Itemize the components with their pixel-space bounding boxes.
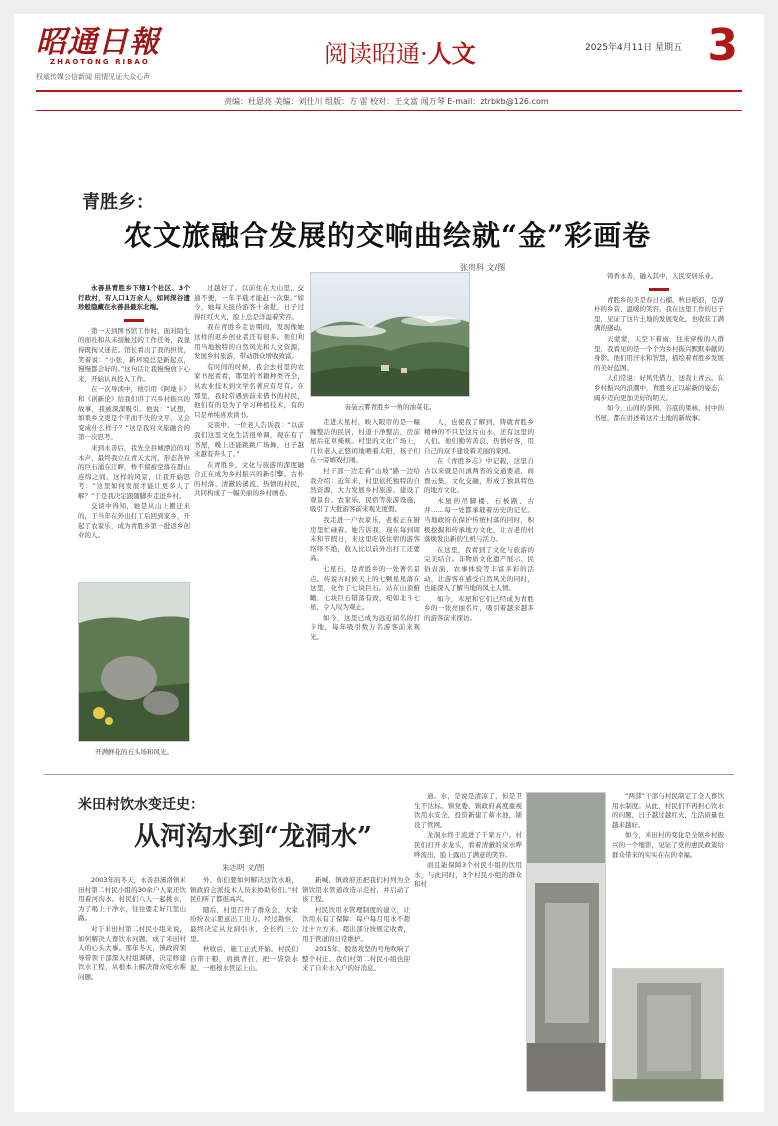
- article2-column-5: [612, 792, 724, 962]
- paragraph: 永善县青胜乡下辖1个社区、3个行政村，有人口1万余人，如同深谷遗珍般隐藏在永善县最东北端。: [78, 284, 190, 312]
- stone-well-image: [527, 793, 606, 1092]
- paragraph: 如今，这里已成为远近闻名的打卡地，每年吸引数万名游客前来观光。: [310, 613, 420, 642]
- paragraph: 过越好了。以前住在大山里，交通不便，一年半载才能赶一次集。”如今，她每天接待游客十余批，日子过得红红火火，脸上总是洋溢着笑容。: [194, 284, 304, 321]
- paragraph: 龙洞水终于流进了千家万户。村民们打开水龙头，看着清澈的泉水哗哗流出，脸上露出了满意的笑容。: [414, 831, 522, 859]
- masthead: [36, 20, 742, 88]
- section-title: [324, 34, 476, 69]
- paragraph: 青胜乡的美是春日石榴、秋日稻浪，是淳朴的乡音、温暖的笑容。我在这里工作的日子里，见证了这片土地的发展变化，也收获了满满的感动。: [594, 295, 724, 333]
- paragraph: 七星石，是青胜乡的一处著名景点。传说古时候天上的七颗星星落在这里，化作了七块巨石。站在山顶俯瞰，七块巨石错落有致，宛如北斗七星，令人叹为观止。: [310, 564, 420, 612]
- tagline: 权威传媒公信新闻 用情见证大众心声: [36, 73, 151, 81]
- paragraph: 交谈中，一位老人告诉我：“以前我们这里文化生活很单调，现在有了书屋，晚上还能跳跳广场舞，日子越来越有奔头了。”: [194, 421, 304, 459]
- article1-column-5: [594, 272, 724, 752]
- paragraph: 在青胜乡，文化与旅游的深度融合正在成为乡村振兴的新引擎。古朴的村落、清澈的溪流、热情的村民，共同构成了一幅美丽的乡村画卷。: [194, 460, 304, 498]
- paragraph: 人们常说：好风凭借力，送我上青云。在乡村振兴的浪潮中，青胜乡正以崭新的姿态，阔步迈向更加美好的明天。: [594, 374, 724, 402]
- newspaper-logo[interactable]: [36, 25, 166, 72]
- article1-column-2: [194, 284, 304, 752]
- logo-chinese: 昭通日報: [36, 25, 160, 60]
- article1-photo1-caption: 袅袅云雾青胜乡一角的油菜花。: [344, 403, 436, 411]
- landscape-image: [311, 273, 470, 397]
- paragraph: 在《青胜乡志》中记载，这里自古以来就是川滇两省的交通要道，商贾云集，文化交融，形成了独具特色的地方文化。: [424, 457, 534, 495]
- paragraph: “两部”干部与村民制定了全人畜饮用水制度。从此，村民们不再担心饮水的问题，日子越过越红火，生活质量也越来越好。: [612, 792, 724, 829]
- paragraph: 通。水，是说是清凉了，但是卫生不达标。镇党委、镇政府高度重视饮用水安全，投资新建了蓄水池，铺设了管网。: [414, 792, 522, 829]
- section-accent: 人文: [427, 40, 476, 68]
- article2-photo-well[interactable]: [526, 792, 606, 1092]
- masthead-rule: [36, 90, 742, 92]
- article1-headline[interactable]: 农文旅融合发展的交响曲绘就“金”彩画卷: [124, 219, 652, 252]
- paragraph: 村民饮用水管理制度的建立，让饮用水有了保障：每户每月用水不超过十立方米，超出部分按规定收费，用于管道的日常维护。: [302, 905, 410, 943]
- paragraph: 如今，木屋和它们已经成为青胜乡的一张亮丽名片，吸引着越来越多的游客前来探访。: [424, 594, 534, 622]
- article2-kicker: 米田村饮水变迁史：: [78, 797, 204, 813]
- article1-photo-landscape[interactable]: [310, 272, 470, 397]
- article2-column-4: [414, 792, 522, 1102]
- article1-byline: 张贵科 文/图: [460, 263, 506, 272]
- article1-column-3: [310, 418, 420, 754]
- paragraph: 秋收后，施工正式开始。村民们自带干粮，肩挑背扛，把一袋袋水泥、一根根水管运上山。: [190, 945, 298, 973]
- paragraph: 人，也使我了解到，铸就青胜乡精神的不只是这片山水，还有这里的人们。他们勤劳善良、热情好客，用自己的双手建设着美丽的家园。: [424, 418, 534, 455]
- paragraph: 随后，村里召开了群众会，大家纷纷表示愿意出工出力。经过勘察，最终决定从龙洞引水，全长约三公里。: [190, 905, 298, 943]
- dateline: 2025年4月11日 星期五: [585, 43, 682, 53]
- newspaper-page: [14, 14, 764, 1112]
- logo-english: ZHAOTONG RIBAO: [50, 58, 150, 66]
- paragraph: 外，你们要如何解决这饮水难，镇政府会派技术人员来协助你们。”村民们听了都很高兴。: [190, 876, 298, 904]
- article1-column-1: [78, 284, 190, 576]
- credits-rule: [36, 110, 742, 111]
- article1-kicker: 青胜乡：: [82, 192, 154, 213]
- stone-field-image: [79, 583, 190, 742]
- paragraph: 新喊，镇政府还把我们村列为全镇饮用水管道改造示范村，并启动了该工程。: [302, 876, 410, 904]
- article1-column-4: [424, 418, 534, 754]
- paragraph: 如今，山间的茶园、谷底的果林、村中的书屋，都在讲述着这片土地的新故事。: [594, 404, 724, 422]
- paragraph: 交谈中得知，她是从山上搬迁来的，于当年在外出打工后回到家乡，开起了农家乐，成为青胜乡第一批返乡创业的人。: [78, 502, 190, 540]
- paragraph: 铸香永善，融入其中，人民安居乐业。: [607, 272, 718, 280]
- article2-headline[interactable]: 从河沟水到“龙洞水”: [134, 822, 372, 852]
- paragraph: 第一天到图书馆工作时，面对陌生的面孔和从未接触过的工作任务，我显得既拘又迷茫。馆长看出了我的担忧，笑着说：“小张，新环境总是新起点，慢慢都会好的。”这句话让我慢慢放下心来，开始认真投入工作。: [78, 326, 190, 383]
- editor-credits: 责编：杜恩亮 美编：刘仕川 组版：方 雷 校对：王文富 闻万琴 E-mail：ztrbkb@126.com: [224, 97, 549, 106]
- paragraph: 2015年，脱贫攻坚的号角吹响了整个村庄，我们村第二村民小组也迎来了自来水入户的好消息。: [302, 945, 410, 973]
- article1-photo-stones[interactable]: [78, 582, 190, 742]
- article-divider: [44, 774, 734, 775]
- paragraph: 在一次导读中，他引用《阿地卡》和《创新论》给我们讲了兴乡村振兴的故事，我被深深吸引。他说：“试想，如果乡文更是个平而不失的文平，又会变成什么样子？”这是我对文旅融合的第一次思考。: [78, 385, 190, 442]
- paragraph: 天蒙蒙，天空下着雨，往来穿梭的人群里，我看见的是一个个为乡村振兴默默奉献的身影。他们用汗水和智慧，描绘着青胜乡发展的美好蓝图。: [594, 334, 724, 372]
- article2-column-3: [302, 876, 410, 1106]
- paragraph: 木屋的吊脚楼、石板路、古井……每一处都承载着历史的记忆。当地政府在保护传统村落的同时，积极挖掘和传承地方文化，让古老的村落焕发出新的生机与活力。: [424, 496, 534, 544]
- paragraph: 在这里，我看到了文化与旅游的完美结合。非物质文化遗产展示、民俗表演、农事体验等丰富多彩的活动，让游客在感受自然风光的同时，也能深入了解当地的风土人情。: [424, 545, 534, 593]
- article1-photo2-caption: 开满鲜花的石头场和风光。: [95, 748, 173, 756]
- section-prefix: 阅读昭通·: [324, 40, 428, 68]
- article2-column-1: [78, 876, 186, 1106]
- article2-photo-stone[interactable]: [612, 968, 724, 1102]
- article2-byline: 朱志明 文/图: [222, 863, 265, 872]
- section-marker: [649, 288, 669, 291]
- paragraph: 我在青胜乡走访期间，发现像她这样的返乡创业者还有很多。他们利用当地独特的自然风光和人文资源，发展乡村旅游，带动群众增收致富。: [194, 323, 304, 361]
- stone-tablet-image: [613, 969, 724, 1102]
- paragraph: 我走进一户农家乐，老板正在厨房里忙碌着。她告诉我，现在每到周末和节假日，来这里吃饭住宿的游客络绎不绝，收入比以前外出打工还要高。: [310, 515, 420, 563]
- paragraph: 而且能保障3个村民小组的饮用水，与此同时，3个村民小组的群众和村: [414, 861, 522, 889]
- paragraph: 2003年的冬天，永善县溪洛镇米田村第二村民小组的30余户人家还饮用着河沟水。村民们八人一起挑水，为了喝上干净水，往往要走好几里山路。: [78, 876, 186, 923]
- paragraph: 对于米田村第二村民小组来说，如何解决人畜饮水问题，成了米田村人的心头大事。那年冬天，镇政府领导带领干部深入村组调研，决定修建饮水工程，从根本上解决群众吃水难问题。: [78, 924, 186, 981]
- paragraph: 如今，米田村的变化是全镇乡村振兴的一个缩影，见证了党的惠民政策给群众带来的实实在在的幸福。: [612, 831, 724, 859]
- paragraph: 村干部一边走着“山坡”路一边给我介绍：近年来，村里依托独特的自然资源，大力发展乡村旅游，建设了观景台、农家乐、民宿等旅游设施，吸引了大批游客前来观光度假。: [310, 466, 420, 514]
- paragraph: 走进太星村，映入眼帘的是一幢幢整洁的民居，村道干净整洁，房前屋后花草掩映。村里的文化广场上，几位老人正悠闲地晒着太阳，孩子们在一旁嬉戏打闹。: [310, 418, 420, 465]
- paragraph: 有时间的时候，我会去村里的农家书屋看看，那里的书籍种类齐全，从农业技术到文学名著应有尽有。在那里，我时常遇到前来借书的村民，他们有的是为了学习种植技术，有的只是单纯喜欢读书。: [194, 362, 304, 419]
- section-marker: [124, 319, 144, 322]
- page-number: 3: [707, 20, 738, 71]
- article2-column-2: [190, 876, 298, 1106]
- paragraph: 来到永善后，我先全县城漂泊的对木声，最终我立在青天大河，形态各异的巨石涌在江畔，桥不留被空落在群山连绵之间。这样的风景，让我开始思考：“这里如何发展才能让更多人了解？”于是我决定跟随脚步走进乡村。: [78, 443, 190, 500]
